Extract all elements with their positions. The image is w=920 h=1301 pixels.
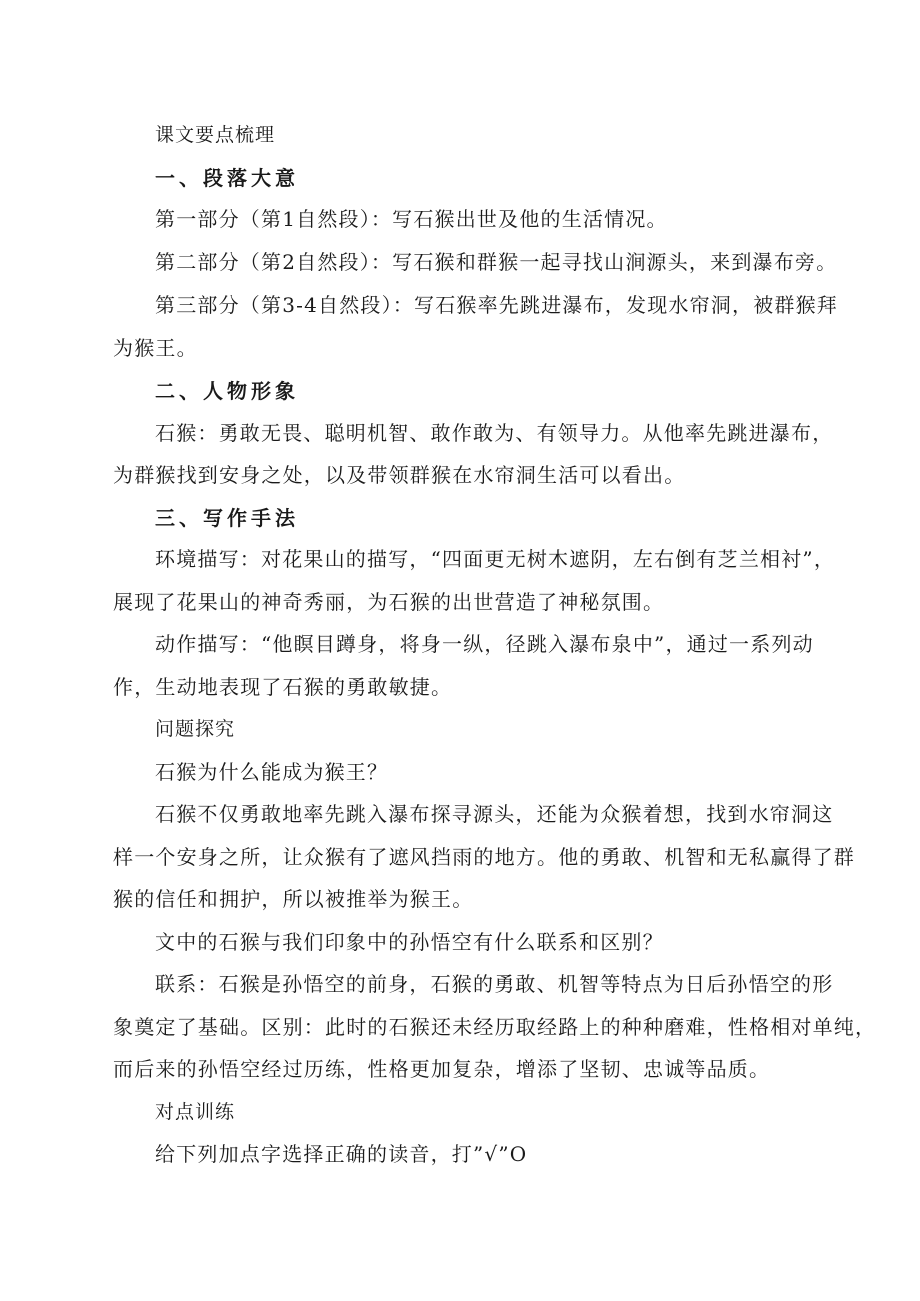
paragraph-part-1: 第一部分（第1自然段）：写石猴出世及他的生活情况。 xyxy=(155,207,668,231)
character-line-2: 为群猴找到安身之处，以及带领群猴在水帘洞生活可以看出。 xyxy=(113,463,686,487)
paragraph-part-3-line-2: 为猴王。 xyxy=(113,336,198,360)
paragraph-part-3-line-1: 第三部分（第3-4自然段）：写石猴率先跳进瀑布，发现水帘洞，被群猴拜 xyxy=(155,293,839,317)
answer-2-line-3: 而后来的孙悟空经过历练，性格更加复杂，增添了坚韧、忠诚等品质。 xyxy=(113,1057,771,1081)
section-heading-writing-technique: 三、写作手法 xyxy=(155,506,299,530)
page-title: 课文要点梳理 xyxy=(155,124,276,146)
answer-2-line-2: 象奠定了基础。区别：此时的石猴还未经历取经路上的种种磨难，性格相对单纯， xyxy=(113,1015,877,1039)
practice-heading: 对点训练 xyxy=(155,1101,236,1123)
section-heading-paragraph-summary: 一、段落大意 xyxy=(155,166,299,190)
action-description-line-2: 作，生动地表现了石猴的勇敢敏捷。 xyxy=(113,675,453,699)
environment-description-line-2: 展现了花果山的神奇秀丽，为石猴的出世营造了神秘氛围。 xyxy=(113,590,665,614)
action-description-line-1: 动作描写：“他瞑目蹲身，将身一纵，径跳入瀑布泉中”，通过一系列动 xyxy=(155,632,814,656)
answer-1-line-2: 样一个安身之所，让众猴有了遮风挡雨的地方。他的勇敢、机智和无私赢得了群 xyxy=(113,845,855,869)
section-heading-character-image: 二、人物形象 xyxy=(155,379,299,403)
character-line-1: 石猴：勇敢无畏、聪明机智、敢作敢为、有领导力。从他率先跳进瀑布， xyxy=(155,421,834,445)
answer-2-line-1: 联系：石猴是孙悟空的前身，石猴的勇敢、机智等特点为日后孙悟空的形 xyxy=(155,972,834,996)
environment-description-line-1: 环境描写：对花果山的描写，“四面更无树木遮阴，左右倒有芝兰相衬”， xyxy=(155,547,836,571)
question-2: 文中的石猴与我们印象中的孙悟空有什么联系和区别？ xyxy=(155,930,664,954)
inquiry-heading: 问题探究 xyxy=(155,718,236,740)
answer-1-line-1: 石猴不仅勇敢地率先跳入瀑布探寻源头，还能为众猴着想，找到水帘洞这 xyxy=(155,802,834,826)
answer-1-line-3: 猴的信任和拥护，所以被推举为猴王。 xyxy=(113,887,474,911)
practice-question: 给下列加点字选择正确的读音，打”√”O xyxy=(155,1142,528,1166)
question-1: 石猴为什么能成为猴王？ xyxy=(155,760,389,784)
paragraph-part-2: 第二部分（第2自然段）：写石猴和群猴一起寻找山涧源头，来到瀑布旁。 xyxy=(155,250,838,274)
